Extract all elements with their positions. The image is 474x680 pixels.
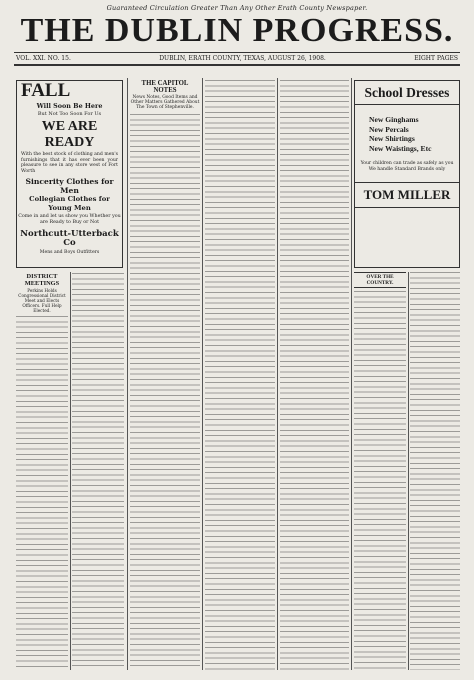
publication-date: DUBLIN, ERATH COUNTY, TEXAS, AUGUST 26, 1908.: [159, 55, 326, 62]
sincerity-clothes-line: Sincerity Clothes for Men: [25, 177, 114, 195]
fall-clothing-ad: [16, 80, 123, 268]
district-meetings-column: [16, 273, 68, 670]
center-right-column-text: [280, 80, 349, 670]
ad-item-ginghams: New Ginghams: [369, 115, 419, 124]
center-right-text-column: [280, 80, 349, 670]
column-rule: [277, 78, 278, 670]
collegian-clothes-line: Collegian Clothes for Young Men: [29, 195, 110, 212]
school-ad-note: Your children can trade as safely as you We handle Standard Brands only: [360, 161, 454, 172]
ad-item-shirtings: New Shirtings: [369, 134, 415, 143]
masthead-tagline: Guaranteed Circulation Greater Than Any Other Erath County Newspaper.: [106, 4, 368, 12]
not-soon-line: But Not Too Soon For Us: [37, 111, 102, 117]
column-rule: [408, 272, 409, 670]
column-rule: [127, 78, 128, 670]
school-dresses-heading: School Dresses: [355, 81, 459, 105]
column-rule: [202, 78, 203, 670]
fall-ad-body: With the best stock of clothing and men's furnishings that it has ever been your pleasure to see in any store west of Fort Worth: [21, 152, 118, 174]
capitol-notes-text: [130, 114, 200, 670]
page-count: EIGHT PAGES: [414, 55, 458, 62]
left-second-text-column: [72, 273, 124, 670]
far-right-column-text: [410, 272, 460, 670]
over-the-country-text: [354, 291, 406, 670]
come-in-line: Come in and let us show you Whether you are Ready to Buy or Not: [18, 214, 121, 226]
ad-item-percals: New Percals: [369, 124, 409, 134]
store-name-tom-miller: TOM MILLER: [355, 182, 459, 208]
column-rule: [70, 272, 71, 670]
over-the-country-column: [354, 272, 406, 670]
column-rule: [351, 78, 352, 670]
over-the-country-heading: OVER THE COUNTRY.: [354, 272, 406, 288]
dateline-bar: [14, 52, 460, 66]
we-are-ready-heading: WE ARE READY: [41, 119, 98, 150]
district-meetings-text: [16, 316, 68, 670]
school-dresses-ad: [354, 80, 460, 268]
ad-item-waistings: New Waistings, Etc: [369, 143, 432, 153]
volume-number: VOL. XXI. NO. 15.: [16, 55, 71, 62]
masthead-title: THE DUBLIN PROGRESS.: [20, 12, 454, 49]
left-second-column-text: [72, 273, 124, 670]
store-name: Northcutt-Utterback Co: [20, 228, 119, 249]
capitol-notes-subheading: News Notes, Good Items and Other Matters Gathered About The Town of Stephenville.: [130, 95, 200, 111]
fall-heading: FALL: [21, 80, 71, 101]
capitol-notes-column: [130, 80, 200, 670]
outfitters-line: Mens and Boys Outfitters: [39, 249, 100, 255]
district-meetings-subheading: Perkins Holds Congressional District Meet and Elects Officers. Full Help Elected.: [18, 288, 66, 313]
far-right-text-column: [410, 272, 460, 670]
middle-text-column: [205, 80, 275, 670]
capitol-notes-heading: THE CAPITOL NOTES: [141, 80, 189, 94]
soon-line: Will Soon Be Here: [36, 102, 103, 110]
middle-column-text: [205, 80, 275, 670]
district-meetings-heading: DISTRICT MEETINGS: [24, 273, 60, 287]
